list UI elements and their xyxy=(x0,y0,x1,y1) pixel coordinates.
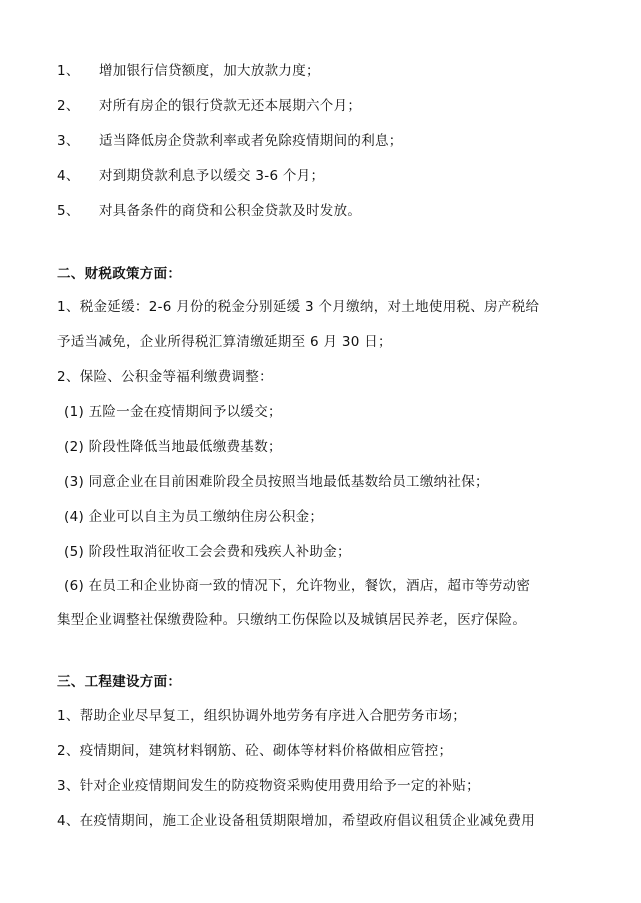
paragraph-line: 1、税金延缓：2-6 月份的税金分别延缓 3 个月缴纳，对土地使用税、房产税给 xyxy=(57,299,540,315)
list-text: 对具备条件的商贷和公积金贷款及时发放。 xyxy=(99,203,362,219)
sub-list-item: (5) 阶段性取消征收工会会费和残疾人补助金； xyxy=(64,544,351,560)
list-item xyxy=(57,166,587,186)
list-number: 1、 xyxy=(57,63,80,79)
sub-list-item: (2) 阶段性降低当地最低缴费基数； xyxy=(64,439,282,455)
section-heading-finance-tax: 二、财税政策方面： xyxy=(57,266,182,282)
paragraph-line: 集型企业调整社保缴费险种。只缴纳工伤保险以及城镇居民养老，医疗保险。 xyxy=(57,612,527,628)
list-text: 适当降低房企贷款利率或者免除疫情期间的利息； xyxy=(99,133,403,149)
list-item xyxy=(57,131,587,151)
paragraph-line: 予适当减免，企业所得税汇算清缴延期至 6 月 30 日； xyxy=(57,334,392,350)
list-text: 对所有房企的银行贷款无还本展期六个月； xyxy=(99,98,362,114)
list-text: 对到期贷款利息予以缓交 3-6 个月； xyxy=(99,168,325,184)
sub-list-item: (4) 企业可以自主为员工缴纳住房公积金； xyxy=(64,509,324,525)
list-number: 2、 xyxy=(57,98,80,114)
paragraph-line: 2、保险、公积金等福利缴费调整： xyxy=(57,369,273,385)
list-text: 增加银行信贷额度，加大放款力度； xyxy=(99,63,320,79)
sub-list-item: (6) 在员工和企业协商一致的情况下，允许物业，餐饮，酒店，超市等劳动密 xyxy=(64,578,531,594)
sub-list-item: (1) 五险一金在疫情期间予以缓交； xyxy=(64,404,282,420)
list-item xyxy=(57,201,587,221)
list-item: 1、帮助企业尽早复工，组织协调外地劳务有序进入合肥劳务市场； xyxy=(57,708,467,724)
list-item xyxy=(57,96,587,116)
list-item: 2、疫情期间，建筑材料钢筋、砼、砌体等材料价格做相应管控； xyxy=(57,743,453,759)
list-number: 5、 xyxy=(57,203,80,219)
list-item xyxy=(57,61,587,81)
list-number: 4、 xyxy=(57,168,80,184)
section-heading-construction: 三、工程建设方面： xyxy=(57,674,182,690)
sub-list-item: (3) 同意企业在目前困难阶段全员按照当地最低基数给员工缴纳社保； xyxy=(64,474,489,490)
list-item: 3、针对企业疫情期间发生的防疫物资采购使用费用给予一定的补贴； xyxy=(57,778,480,794)
list-number: 3、 xyxy=(57,133,80,149)
list-item: 4、在疫情期间，施工企业设备租赁期限增加，希望政府倡议租赁企业减免费用 xyxy=(57,813,536,829)
